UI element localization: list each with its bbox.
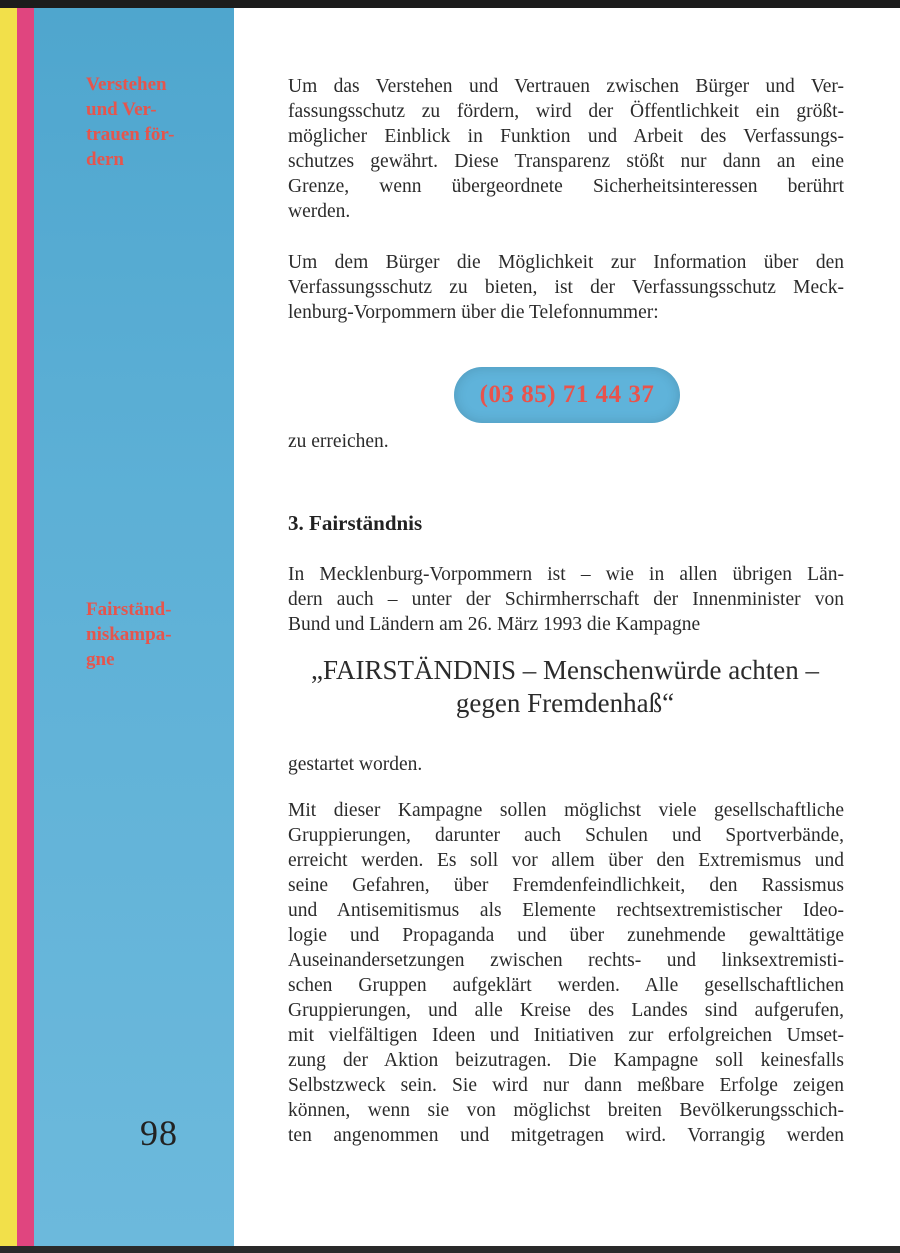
text-line: Gruppierungen, darunter auch Schulen und Sportverbände, [288,825,844,846]
slogan-line: „FAIRSTÄNDNIS – Menschenwürde achten – [311,655,819,685]
text-line: Um dem Bürger die Möglichkeit zur Information über den [288,252,844,273]
text-line: Selbstzweck sein. Sie wird nur dann meßbare Erfolge zeigen [288,1075,844,1096]
text-line: Grenze, wenn übergeordnete Sicherheitsinteressen berührt [288,176,844,197]
margin-note-line: Verstehen [86,74,167,95]
campaign-slogan [300,654,830,720]
text-line: seine Gefahren, über Fremdenfeindlichkeit, den Rassismus [288,875,844,896]
text-line: können, wenn sie von möglichst breiten Bevölkerungsschich- [288,1100,844,1121]
text-line: Gruppierungen, und alle Kreise des Landes sind aufgerufen, [288,1000,844,1021]
text-line: zung der Aktion beizutragen. Die Kampagne soll keinesfalls [288,1050,844,1071]
paragraph-campaign-intro [288,562,844,637]
text-line: ten angenommen und mitgetragen wird. Vorrangig werden [288,1125,844,1146]
text-line: dern auch – unter der Schirmherrschaft der Innenminister von [288,589,844,610]
text-line: möglicher Einblick in Funktion und Arbeit des Verfassungs- [288,126,844,147]
margin-note-line: gne [86,649,115,670]
text-line: logie und Propaganda und über zunehmende gewalttätige [288,925,844,946]
phone-number-badge: (03 85) 71 44 37 [454,367,680,423]
margin-note-fairstaendnis [86,597,216,672]
margin-note-verstehen [86,72,216,172]
section-heading: 3. Fairständnis [288,511,423,535]
paragraph-campaign-goals [288,798,844,1148]
text-line: Verfassungsschutz zu bieten, ist der Verfassungsschutz Meck- [288,277,844,298]
margin-note-line: niskampa- [86,624,172,645]
text-line: lenburg-Vorpommern über die Telefonnummer: [288,302,659,323]
text-line: werden. [288,201,351,222]
page-number: 98 [140,1113,178,1153]
text-line: erreicht werden. Es soll vor allem über den Extremismus und [288,850,844,871]
text-line: gestartet worden. [288,754,423,775]
page-top-edge [0,0,900,8]
reach-text [288,429,844,454]
text-line: Auseinandersetzungen zwischen rechts- und linksextremisti- [288,950,844,971]
text-line: In Mecklenburg-Vorpommern ist – wie in allen übrigen Län- [288,564,844,585]
margin-note-line: Fairständ- [86,599,172,620]
paragraph-transparency [288,74,844,224]
text-line: mit vielfältigen Ideen und Initiativen zur erfolgreichen Umset- [288,1025,844,1046]
text-line: schen Gruppen aufgeklärt werden. Alle gesellschaftlichen [288,975,844,996]
page-bottom-edge [0,1246,900,1253]
margin-note-line: trauen för- [86,124,175,145]
text-line: fassungsschutz zu fördern, wird der Öffentlichkeit ein größt- [288,101,844,122]
yellow-edge-stripe [0,8,17,1246]
margin-note-line: dern [86,149,124,170]
pink-edge-stripe [17,8,34,1246]
margin-note-line: und Ver- [86,99,157,120]
paragraph-contact [288,250,844,325]
text-line: Mit dieser Kampagne sollen möglichst viele gesellschaftliche [288,800,844,821]
started-text [288,752,844,777]
text-line: zu erreichen. [288,431,389,452]
text-line: und Antisemitismus als Elemente rechtsextremistischer Ideo- [288,900,844,921]
text-line: Um das Verstehen und Vertrauen zwischen Bürger und Ver- [288,76,844,97]
slogan-line: gegen Fremdenhaß“ [455,688,675,718]
text-line: schutzes gewährt. Diese Transparenz stößt nur dann an eine [288,151,844,172]
text-line: Bund und Ländern am 26. März 1993 die Kampagne [288,614,701,635]
